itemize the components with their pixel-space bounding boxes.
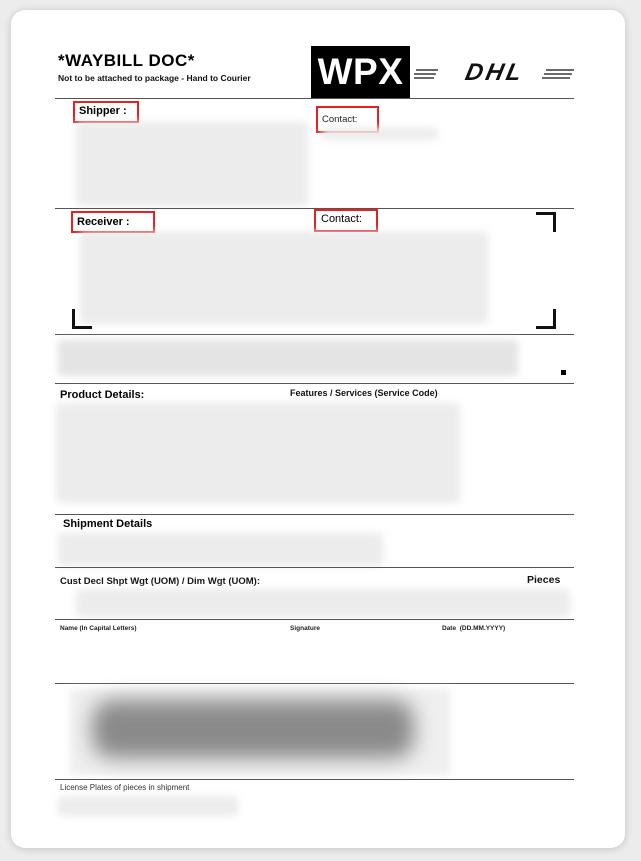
divider [55,514,574,515]
shipment-details-label: Shipment Details [63,518,153,530]
waybill-title: *WAYBILL DOC* [58,51,195,70]
waybill-subtitle: Not to be attached to package - Hand to Courier [58,73,251,83]
receiver-label: Receiver : [77,216,130,228]
marker-dot [561,370,566,375]
pieces-label: Pieces [527,574,561,586]
scan-corner-bottom-left [72,309,92,329]
features-services-label: Features / Services (Service Code) [290,388,438,398]
dhl-logo-text: DHL [462,59,527,86]
wpx-logo-text: WPX [317,51,404,92]
receiver-contact-highlight [314,209,378,232]
signature-label: Signature [290,625,320,632]
reference-redacted [58,340,518,376]
product-details-redacted [56,403,460,503]
divider [55,683,574,684]
shipper-contact-redacted [322,128,438,140]
receiver-contact-label: Contact: [321,213,362,225]
date-format: (DD.MM.YYYY) [459,625,506,632]
weight-label: Cust Decl Shpt Wgt (UOM) / Dim Wgt (UOM): [60,576,260,587]
scan-corner-bottom-right [536,309,556,329]
shipper-label: Shipper : [79,105,127,117]
dhl-logo-graphic [414,58,574,86]
divider [55,334,574,335]
shipper-address-redacted [76,122,308,206]
divider [55,567,574,568]
product-details-label: Product Details: [60,389,145,401]
scan-corner-top-right [536,212,556,232]
receiver-highlight [71,211,155,233]
barcode-redacted [92,700,414,758]
license-plates-redacted [58,796,238,816]
divider [55,98,574,99]
name-capital-letters-label: Name (In Capital Letters) [60,625,137,632]
divider [55,383,574,384]
shipper-contact-label: Contact: [322,114,358,125]
date-label-text: Date [442,625,457,632]
weight-redacted [76,589,570,617]
dhl-logo [414,58,574,86]
license-plates-label: License Plates of pieces in shipment [60,783,190,792]
wpx-logo [311,46,410,98]
shipment-details-redacted [58,533,383,566]
date-label [442,625,505,632]
divider [55,779,574,780]
shipper-highlight [73,101,139,123]
divider [55,619,574,620]
receiver-address-redacted [80,232,488,324]
